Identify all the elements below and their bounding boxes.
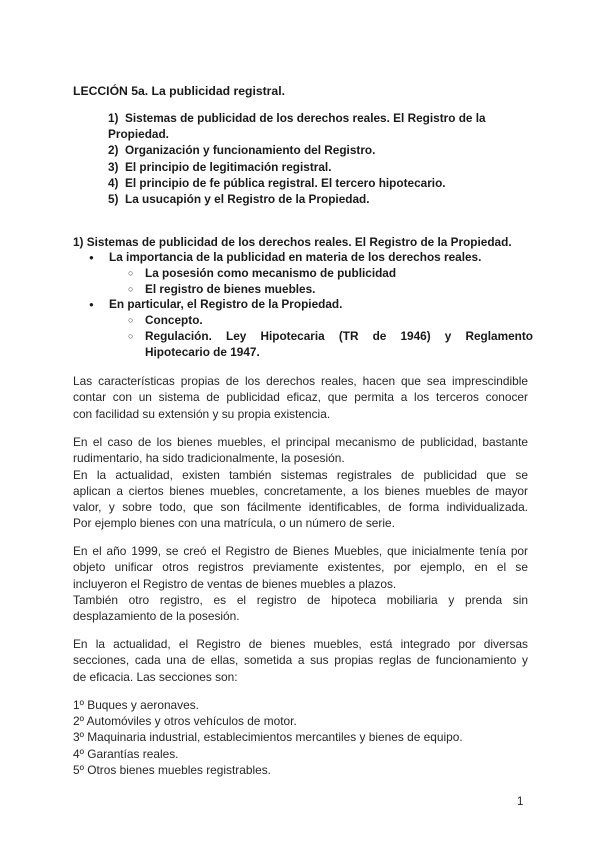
contents-item-text: El principio de fe pública registral. El tercero hipotecario.	[125, 175, 446, 190]
contents-item	[108, 159, 508, 175]
contents-item-text: Propiedad.	[108, 127, 169, 142]
contents-item-number: 5)	[108, 192, 119, 207]
contents-item-text: La usucapión y el Registro de la Propiedad.	[125, 192, 370, 207]
contents-item-text: El principio de legitimación registral.	[125, 159, 332, 174]
outline-subbullet: ○ Regulación. Ley Hipotecaria (TR de 1946) y Reglamento	[73, 329, 533, 345]
contents-item-number: 2)	[108, 143, 119, 158]
paragraph-line: aplican a ciertos bienes muebles, concretamente, a los bienes muebles de mayor	[73, 483, 528, 498]
contents-item	[108, 175, 508, 191]
registry-section-item: 1º Buques y aeronaves.	[73, 698, 199, 712]
paragraph-line: También otro registro, es el registro de hipoteca mobiliaria y prenda sin	[73, 592, 528, 607]
contents-item-number: 3)	[108, 159, 119, 174]
registry-section-item: 2º Automóviles y otros vehículos de motor.	[73, 714, 297, 729]
paragraph-line: Las características propias de los derechos reales, hacen que sea imprescindible	[73, 374, 528, 388]
lesson-title: LECCIÓN 5a. La publicidad registral.	[73, 84, 285, 98]
contents-item	[108, 110, 508, 142]
paragraph-line: secciones, cada una de ellas, sometida a sus propias reglas de funcionamiento y	[73, 653, 528, 668]
paragraph-line: Por ejemplo bienes con una matrícula, o un número de serie.	[73, 516, 395, 531]
outline-subbullet: ○ La posesión como mecanismo de publicidad	[73, 266, 533, 282]
outline-bullet: ● La importancia de la publicidad en materia de los derechos reales.	[73, 250, 533, 266]
paragraph-line: incluyeron el Registro de ventas de bienes muebles a plazos.	[73, 576, 397, 591]
paragraph	[73, 434, 528, 532]
paragraph-line: desplazamiento de la posesión.	[73, 609, 240, 624]
paragraph-line: En la actualidad, el Registro de bienes muebles, está integrado por diversas	[73, 637, 528, 651]
lesson-contents-list	[108, 110, 508, 207]
paragraph	[73, 543, 528, 624]
contents-item	[108, 142, 508, 158]
registry-sections-list	[73, 697, 463, 778]
registry-section-item: 4º Garantías reales.	[73, 746, 179, 761]
paragraph-line: de eficacia. Las secciones son:	[73, 669, 238, 684]
outline-subbullet: ○ El registro de bienes muebles.	[73, 282, 533, 298]
paragraph-line: valor, y sobre todo, que son fácilmente identificables, de forma individualizada.	[73, 500, 528, 515]
paragraph	[73, 373, 528, 422]
paragraph-line: objeto unificar otros registros previamente existentes, por ejemplo, en el se	[73, 560, 528, 575]
outline-subbullet: ○ Concepto.	[73, 313, 533, 329]
paragraph-line: rudimentario, ha sido tradicionalmente, la posesión.	[73, 451, 345, 466]
contents-item	[108, 191, 508, 207]
paragraph-line: contar con un sistema de publicidad eficaz, que permita a los terceros conocer	[73, 390, 528, 405]
registry-section-item: 5º Otros bienes muebles registrables.	[73, 762, 271, 777]
page-number: 1	[517, 796, 524, 808]
paragraph	[73, 636, 528, 685]
contents-item-number: 1)	[108, 111, 119, 125]
paragraph-line: En el caso de los bienes muebles, el principal mecanismo de publicidad, bastante	[73, 435, 528, 449]
contents-item-text: Sistemas de publicidad de los derechos reales. El Registro de la	[125, 111, 486, 125]
contents-item-number: 4)	[108, 175, 119, 190]
paragraph-line: En el año 1999, se creó el Registro de Bienes Muebles, que inicialmente tenía por	[73, 544, 528, 558]
section-heading: 1) Sistemas de publicidad de los derechos reales. El Registro de la Propiedad.	[73, 235, 512, 249]
contents-item-text: Organización y funcionamiento del Registro.	[125, 143, 376, 158]
registry-section-item: 3º Maquinaria industrial, establecimientos mercantiles y bienes de equipo.	[73, 730, 463, 745]
paragraph-line: con facilidad su extensión y su propia existencia.	[73, 406, 331, 421]
section-outline	[73, 250, 533, 361]
paragraph-line: En la actualidad, existen también sistemas registrales de publicidad que se	[73, 467, 528, 482]
outline-subbullet-continuation: Hipotecario de 1947.	[145, 344, 260, 359]
outline-bullet: ● En particular, el Registro de la Propiedad.	[73, 297, 533, 313]
